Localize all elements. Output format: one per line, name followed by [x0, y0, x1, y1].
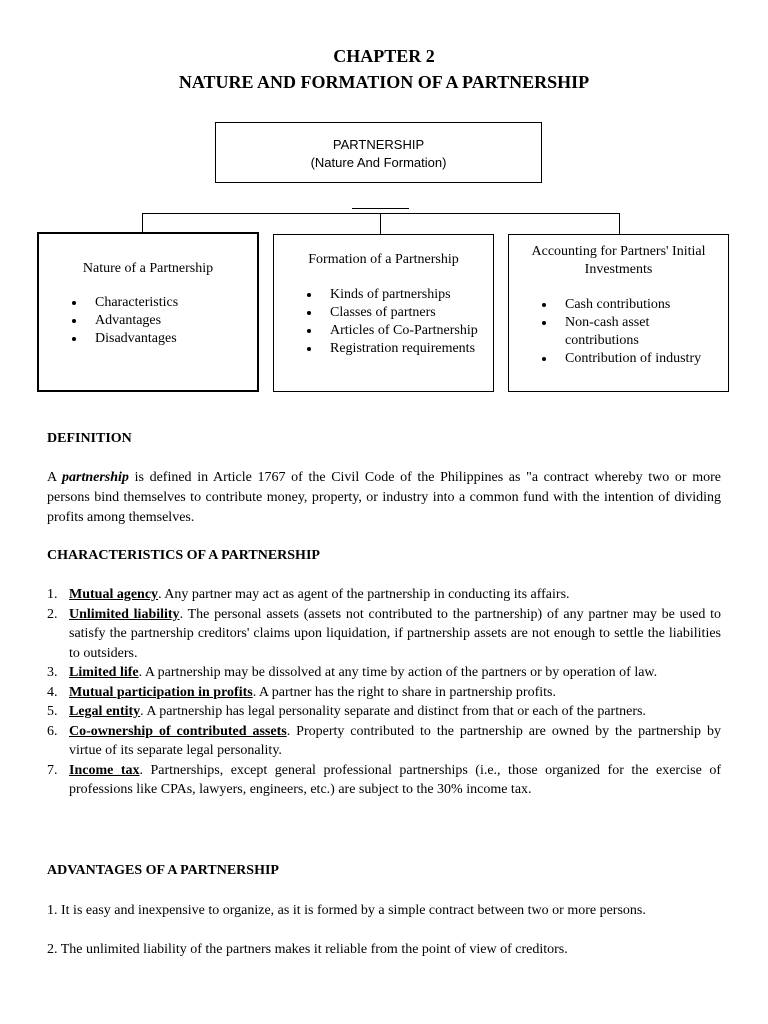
advantages-heading: ADVANTAGES OF A PARTNERSHIP: [47, 863, 279, 878]
diagram-list-item: • Cash contributions: [556, 296, 724, 314]
list-term: Income tax: [69, 762, 140, 778]
diagram-connector-bar: [352, 208, 409, 209]
list-text: . A partner has the right to share in partnership profits.: [252, 684, 556, 700]
advantages-paragraph-1: 1. It is easy and inexpensive to organize, as it is formed by a simple contract between two or more persons.: [47, 903, 646, 918]
list-number: 2.: [47, 606, 58, 622]
definition-text: is defined in Article 1767 of the Civil Code of the Philippines as "a contract whereby two or more persons bind themselves to contribute money, property, or industry into a common fund with the intention of dividing profits among themselves.: [47, 470, 722, 525]
definition-term: partnership: [62, 470, 129, 485]
diagram-list-item: • Non-cash asset contributions: [556, 314, 724, 350]
diagram-connector-right: [619, 213, 620, 234]
list-term: Mutual participation in profits: [69, 684, 253, 700]
advantages-paragraph-2: 2. The unlimited liability of the partners makes it reliable from the point of view of creditors.: [47, 942, 568, 957]
list-number: 1.: [47, 587, 58, 602]
list-item: [47, 585, 721, 605]
diagram-connector-middle: [380, 213, 381, 234]
diagram-connector-left: [142, 213, 143, 233]
list-text: . Partnerships, except general professional partnerships (i.e., those organized for the exercise of professions like CPAs, lawyers, engineers, etc.) are subject to the 30% income tax.: [69, 762, 721, 797]
diagram-list-item: • Advantages: [86, 312, 257, 330]
diagram-list-item: • Kinds of partnerships: [321, 286, 493, 304]
diagram-box-title: Nature of a Partnership: [82, 261, 214, 276]
diagram-list-item: • Registration requirements: [321, 340, 493, 358]
diagram-list-item: • Articles of Co-Partnership: [321, 322, 493, 340]
list-text: . A partnership has legal personality separate and distinct from that or each of the partners.: [140, 704, 646, 719]
diagram-root-subtitle: (Nature And Formation): [310, 155, 447, 170]
list-number: 6.: [47, 723, 58, 739]
list-number: 7.: [47, 762, 58, 778]
list-term: Legal entity: [69, 704, 141, 719]
list-text: . Any partner may act as agent of the partnership in conducting its affairs.: [158, 587, 570, 602]
characteristics-list: [47, 585, 721, 800]
chapter-number: CHAPTER 2: [333, 46, 435, 66]
diagram-list-item: • Characteristics: [86, 294, 257, 312]
definition-lead: A: [47, 470, 62, 485]
diagram-root-title: PARTNERSHIP: [332, 137, 425, 152]
list-text: . The personal assets (assets not contributed to the partnership) of any partner may be used to satisfy the partnership creditors' claims upon liquidation, if partnership assets are not enough to settle the liabilities to outsiders.: [69, 606, 721, 661]
diagram-list-item: • Disadvantages: [86, 330, 257, 348]
diagram-box-title: Accounting for Partners' Initial Investments: [531, 244, 706, 277]
page-title: NATURE AND FORMATION OF A PARTNERSHIP: [178, 72, 590, 92]
list-item: [47, 722, 721, 761]
list-item: [47, 683, 721, 703]
diagram-root-box: [215, 122, 542, 183]
list-term: Mutual agency: [69, 587, 159, 602]
diagram-box-formation: [273, 234, 494, 392]
list-item: [47, 663, 721, 683]
list-text: . A partnership may be dissolved at any time by action of the partners or by operation of law.: [138, 665, 658, 680]
list-number: 5.: [47, 704, 58, 719]
definition-heading: DEFINITION: [47, 431, 132, 446]
definition-paragraph: [47, 468, 721, 528]
list-term: Limited life: [69, 665, 139, 680]
list-item: [47, 702, 721, 722]
list-text: . Property contributed to the partnership are owned by the partnership by virtue of its separate legal personality.: [69, 723, 721, 758]
diagram-list-item: • Contribution of industry: [556, 350, 724, 368]
list-item: [47, 761, 721, 800]
list-number: 4.: [47, 684, 58, 700]
list-term: Co-ownership of contributed assets: [69, 723, 287, 739]
diagram-box-nature: [37, 232, 259, 392]
list-number: 3.: [47, 665, 58, 680]
diagram-connector-horizontal: [142, 213, 620, 214]
list-term: Unlimited liability: [69, 606, 180, 622]
diagram-list-item: • Classes of partners: [321, 304, 493, 322]
list-item: [47, 605, 721, 664]
diagram-box-accounting: [508, 234, 729, 392]
characteristics-heading: CHARACTERISTICS OF A PARTNERSHIP: [47, 548, 320, 563]
diagram-box-title: Formation of a Partnership: [308, 252, 459, 267]
